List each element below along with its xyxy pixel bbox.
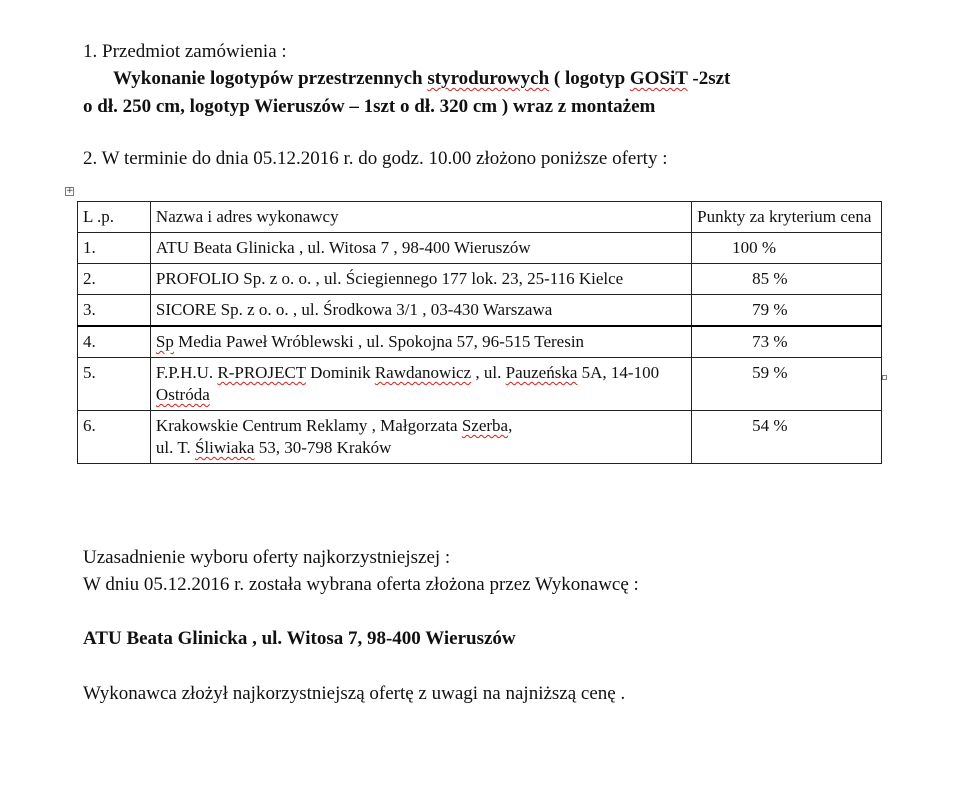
table-row bbox=[78, 326, 882, 358]
cell-name-text: 5A, 14-100 bbox=[577, 363, 660, 382]
cell-points: 73 % bbox=[692, 326, 882, 358]
justification-heading: Uzasadnienie wyboru oferty najkorzystniejszej : bbox=[83, 547, 451, 568]
cell-points: 100 % bbox=[692, 233, 882, 264]
table-row bbox=[78, 233, 882, 264]
offers-table bbox=[77, 201, 882, 464]
cell-name-text: 53, 30-798 Kraków bbox=[254, 438, 392, 457]
spellcheck-word: Sp bbox=[155, 332, 174, 351]
table-row bbox=[78, 264, 882, 295]
table-row bbox=[78, 358, 882, 411]
cell-name-text: Krakowskie Centrum Reklamy , Małgorzata bbox=[155, 416, 462, 435]
spellcheck-word: Rawdanowicz bbox=[374, 363, 472, 382]
subject-text: ( logotyp bbox=[549, 68, 630, 89]
cell-lp: 3. bbox=[78, 295, 151, 327]
spellcheck-word: Szerba bbox=[461, 416, 509, 435]
cell-name bbox=[150, 411, 691, 464]
cell-name: SICORE Sp. z o. o. , ul. Środkowa 3/1 , 03-430 Warszawa bbox=[150, 295, 691, 327]
cell-lp: 2. bbox=[78, 264, 151, 295]
cell-name bbox=[150, 358, 691, 411]
cell-points: 85 % bbox=[692, 264, 882, 295]
cell-name: PROFOLIO Sp. z o. o. , ul. Ściegiennego 177 lok. 23, 25-116 Kielce bbox=[150, 264, 691, 295]
section1-heading: 1. Przedmiot zamówienia : bbox=[83, 41, 287, 62]
justification-line: W dniu 05.12.2016 r. została wybrana oferta złożona przez Wykonawcę : bbox=[83, 574, 639, 595]
spellcheck-word: Śliwiaka bbox=[194, 438, 255, 457]
cell-lp: 1. bbox=[78, 233, 151, 264]
cell-name-text: Media Paweł Wróblewski , ul. Spokojna 57, 96-515 Teresin bbox=[173, 332, 585, 351]
cell-name bbox=[150, 326, 691, 358]
reason-line: Wykonawca złożył najkorzystniejszą ofertę z uwagi na najniższą cenę . bbox=[83, 683, 626, 704]
cell-name-text: ul. T. bbox=[155, 438, 195, 457]
subject-line-2: o dł. 250 cm, logotyp Wieruszów – 1szt o dł. 320 cm ) wraz z montażem bbox=[83, 96, 656, 117]
cell-lp: 6. bbox=[78, 411, 151, 464]
cell-lp: 4. bbox=[78, 326, 151, 358]
cell-name-text: F.P.H.U. bbox=[155, 363, 218, 382]
cell-name-text: , ul. bbox=[471, 363, 506, 382]
cell-name: ATU Beata Glinicka , ul. Witosa 7 , 98-400 Wieruszów bbox=[150, 233, 691, 264]
header-name: Nazwa i adres wykonawcy bbox=[150, 202, 691, 233]
cell-points: 59 % bbox=[692, 358, 882, 411]
table-move-handle-icon[interactable]: + bbox=[66, 186, 74, 196]
cell-lp: 5. bbox=[78, 358, 151, 411]
cell-name-text: Dominik bbox=[305, 363, 375, 382]
table-resize-handle-icon[interactable] bbox=[882, 375, 887, 380]
table-header-row bbox=[78, 202, 882, 233]
winner-line: ATU Beata Glinicka , ul. Witosa 7, 98-400 Wieruszów bbox=[83, 628, 516, 649]
cell-points: 79 % bbox=[692, 295, 882, 327]
subject-line-1 bbox=[113, 67, 730, 91]
table-row bbox=[78, 295, 882, 327]
spellcheck-word: Pauzeńska bbox=[505, 363, 578, 382]
cell-points: 54 % bbox=[692, 411, 882, 464]
table-row bbox=[78, 411, 882, 464]
subject-text: Wykonanie logotypów przestrzennych bbox=[113, 68, 428, 89]
spellcheck-word: Ostróda bbox=[155, 385, 210, 404]
spellcheck-word: styrodurowych bbox=[427, 68, 550, 89]
spellcheck-word: R-PROJECT bbox=[217, 363, 306, 382]
subject-text: -2szt bbox=[687, 68, 731, 89]
spellcheck-word: GOSiT bbox=[629, 68, 688, 89]
cell-name-text: , bbox=[508, 416, 513, 435]
header-lp: L .p. bbox=[78, 202, 151, 233]
header-points: Punkty za kryterium cena bbox=[692, 202, 882, 233]
section2-heading: 2. W terminie do dnia 05.12.2016 r. do godz. 10.00 złożono poniższe oferty : bbox=[83, 148, 668, 169]
